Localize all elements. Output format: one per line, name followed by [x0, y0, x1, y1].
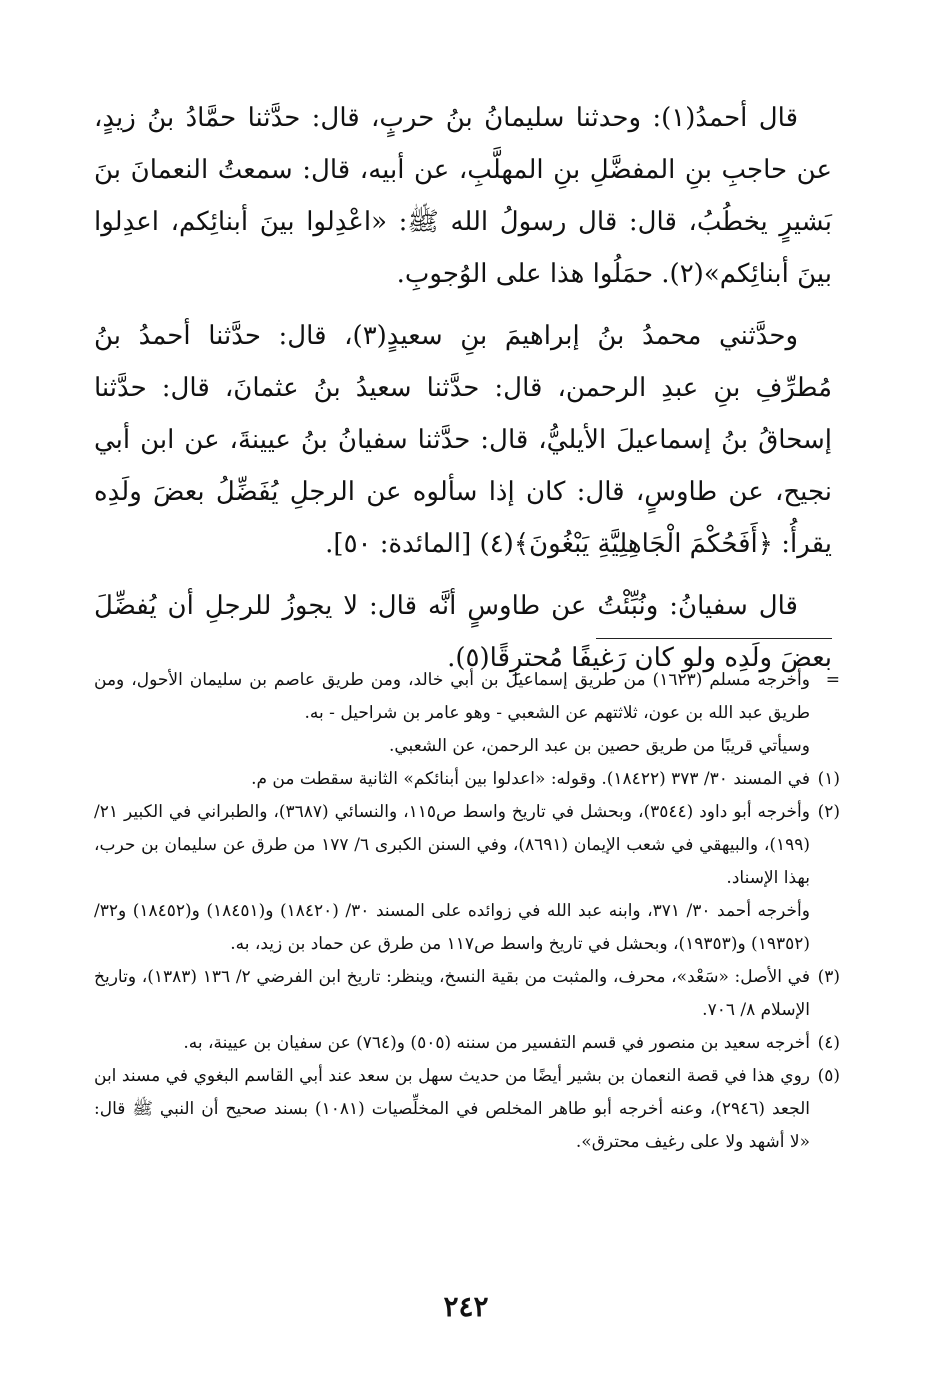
paragraph-2: وحدَّثني محمدُ بنُ إبراهيمَ بنِ سعيدٍ(٣)، قال: حدَّثنا أحمدُ بنُ مُطرِّفِ بنِ عبدِ الرحمن، قال: حدَّثنا سعيدُ بنُ عثمانَ، قال: حدَّثنا إسحاقُ بنُ إسماعيلَ الأيليُّ، قال: حدَّثنا سفيانُ بنُ عيينةَ، عن ابن أبي نجيح، عن طاوسٍ، قال: كان إذا سألوه عن الرجلِ يُفَضِّلُ بعضَ ولَدِه يقرأُ: ﴿أَفَحُكْمَ الْجَاهِلِيَّةِ يَبْغُونَ﴾(٤) [المائدة: ٥٠]. — [94, 321, 832, 559]
footnote-extra: وسيأتي قريبًا من طريق حصين بن عبد الرحمن، عن الشعبي. — [388, 736, 810, 756]
footnote-text: في الأصل: «سَعْد»، محرف، والمثبت من بقية النسخ، وينظر: تاريخ ابن الفرضي ٢/ ١٣٦ (١٣٨٣)، وتاريخ الإسلام ٨/ ٧٠٦. — [94, 967, 810, 1020]
footnote-marker: (٥) — [817, 1066, 840, 1086]
footnote-marker: = — [825, 670, 840, 690]
footnote-separator — [596, 638, 832, 639]
footnote-marker: (٤) — [817, 1033, 840, 1053]
footnote-marker: (٢) — [817, 802, 840, 822]
footnote-2 — [94, 796, 840, 895]
footnotes-section — [94, 664, 840, 1159]
footnote-text: أخرجه سعيد بن منصور في قسم التفسير من سننه (٥٠٥) و(٧٦٤) عن سفيان بن عيينة، به. — [183, 1033, 810, 1053]
main-text-body — [94, 92, 832, 694]
footnote-marker: (٣) — [817, 967, 840, 987]
footnote-text: وأخرجه مسلم (١٦٢٣) من طريق إسماعيل بن أبي خالد، ومن طريق عاصم بن سليمان الأحول، ومن طريق عبد الله بن عون، ثلاثتهم عن الشعبي - وهو عامر بن شراحيل - به. — [94, 670, 810, 723]
footnote-text: وأخرجه أبو داود (٣٥٤٤)، وبحشل في تاريخ واسط ص١١٥، والنسائي (٣٦٨٧)، والطبراني في الكبير ٢١/ (١٩٩)، والبيهقي في شعب الإيمان (٨٦٩١)، وفي السنن الكبرى ٦/ ١٧٧ من طرق عن سليمان بن حرب، بهذا الإسناد. — [94, 802, 810, 888]
footnote-continuation — [94, 664, 840, 730]
paragraph-3: قال سفيانُ: ونُبِّئْتُ عن طاوسٍ أنَّه قال: لا يجوزُ للرجلِ أن يُفضِّلَ بعضَ ولَدِه ولو كان رَغيفًا مُحترِقًا(٥). — [94, 591, 832, 673]
page-number: ٢٤٢ — [443, 1290, 489, 1323]
footnote-extra: وأخرجه أحمد ٣٠/ ٣٧١، وابنه عبد الله في زوائده على المسند ٣٠/ (١٨٤٢٠) و(١٨٤٥١) و(١٨٤٥٢) و٣٢/ (١٩٣٥٢) و(١٩٣٥٣)، وبحشل في تاريخ واسط ص١١٧ من طرق عن حماد بن زيد، به. — [94, 901, 810, 954]
footnote-4 — [94, 1027, 840, 1060]
footnote-text: في المسند ٣٠/ ٣٧٣ (١٨٤٢٢). وقوله: «اعدلوا بين أبنائكم» الثانية سقطت من م. — [251, 769, 810, 789]
footnote-text: روي هذا في قصة النعمان بن بشير أيضًا من حديث سهل بن سعد عند أبي القاسم البغوي في مسند ابن الجعد (٢٩٤٦)، وعنه أخرجه أبو طاهر المخلص في المخلِّصيات (١٠٨١) بسند صحيح أن النبي ﷺ قال: «لا أشهد ولا على رغيف محترق». — [94, 1066, 810, 1152]
footnote-1 — [94, 763, 840, 796]
paragraph-1: قال أحمدُ(١): وحدثنا سليمانُ بنُ حربٍ، قال: حدَّثنا حمَّادُ بنُ زيدٍ، عن حاجبِ بنِ المفضَّلِ بنِ المهلَّبِ، عن أبيه، قال: سمعتُ النعمانَ بنَ بَشيرٍ يخطُبُ، قال: قال رسولُ الله ﷺ: «اعْدِلوا بينَ أبنائِكم، اعدِلوا بينَ أبنائِكم»(٢). حمَلُوا هذا على الوُجوبِ. — [94, 103, 832, 289]
footnote-marker: (١) — [817, 769, 840, 789]
footnote-3 — [94, 961, 840, 1027]
footnote-5 — [94, 1060, 840, 1159]
